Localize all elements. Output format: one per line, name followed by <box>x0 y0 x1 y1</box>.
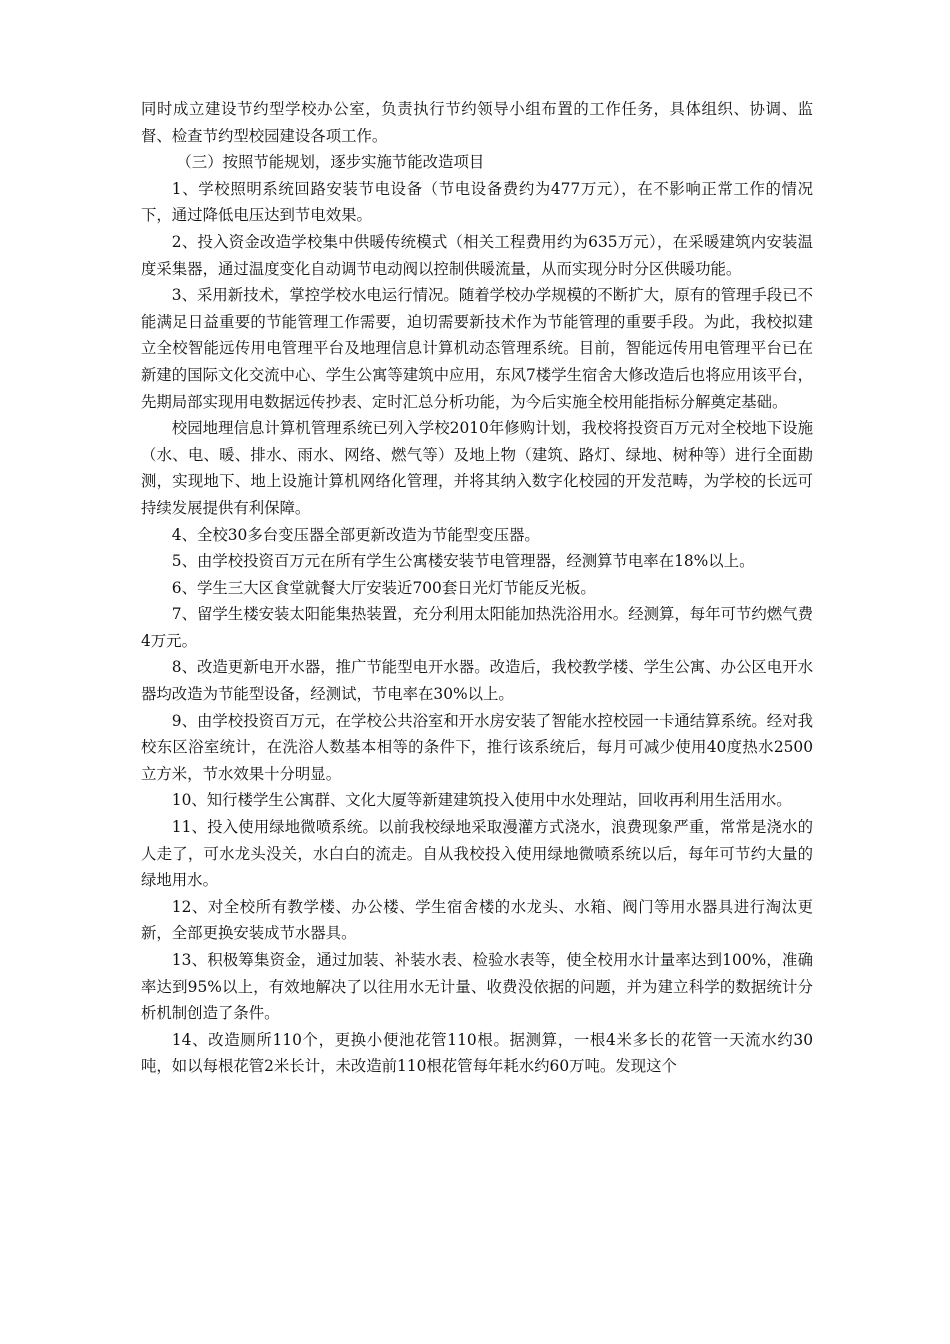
paragraph-item-3-monitoring: 3、采用新技术，掌控学校水电运行情况。随着学校办学规模的不断扩大，原有的管理手段已不能满足日益重要的节能管理工作需要，迫切需要新技术作为节能管理的重要手段。为此，我校拟建立全校智能远传用电管理平台及地理信息计算机动态管理系统。目前，智能远传用电管理平台已在新建的国际文化交流中心、学生公寓等建筑中应用，东风7楼学生宿舍大修改造后也将应用该平台，先期局部实现用电数据远传抄表、定时汇总分析功能，为今后实施全校用能指标分解奠定基础。 <box>141 286 813 411</box>
paragraph-item-7-solar: 7、留学生楼安装太阳能集热装置，充分利用太阳能加热洗浴用水。经测算，每年可节约燃气费4万元。 <box>141 605 813 650</box>
paragraph-item-12-fixtures: 12、对全校所有教学楼、办公楼、学生宿舍楼的水龙头、水箱、阀门等用水器具进行淘汰更新，全部更换安装成节水器具。 <box>141 897 813 943</box>
paragraph-item-9-water-card: 9、由学校投资百万元，在学校公共浴室和开水房安装了智能水控校园一卡通结算系统。经对我校东区浴室统计，在洗浴人数基本相等的条件下，推行该系统后，每月可减少使用40度热水2500立方米，节水效果十分明显。 <box>141 711 813 783</box>
paragraph-item-2-heating: 2、投入资金改造学校集中供暖传统模式（相关工程费用约为635万元），在采暖建筑内安装温度采集器，通过温度变化自动调节电动阀以控制供暖流量，从而实现分时分区供暖功能。 <box>141 232 813 278</box>
paragraph-item-14-toilets: 14、改造厕所110个，更换小便池花管110根。据测算，一根4米多长的花管一天流水约30吨，如以每根花管2米长计，未改造前110根花管每年耗水约60万吨。发现这个 <box>141 1030 813 1076</box>
document-page <box>141 96 813 1080</box>
paragraph-item-5-dorm-power: 5、由学校投资百万元在所有学生公寓楼安装节电管理器，经测算节电率在18%以上。 <box>171 552 755 571</box>
paragraph-gis-system: 校园地理信息计算机管理系统已列入学校2010年修购计划，我校将投资百万元对全校地下设施（水、电、暖、排水、雨水、网络、燃气等）及地上物（建筑、路灯、绿地、树种等）进行全面勘测，实现地下、地上设施计算机网络化管理，并将其纳入数字化校园的开发范畴，为学校的长远可持续发展提供有利保障。 <box>141 419 813 517</box>
paragraph-office-establishment: 同时成立建设节约型学校办公室，负责执行节约领导小组布置的工作任务，具体组织、协调、监督、检查节约型校园建设各项工作。 <box>141 100 813 145</box>
paragraph-item-8-water-heaters: 8、改造更新电开水器，推广节能型电开水器。改造后，我校教学楼、学生公寓、办公区电开水器均改造为节能型设备，经测试，节电率在30%以上。 <box>141 658 813 704</box>
paragraph-item-13-metering: 13、积极筹集资金，通过加装、补装水表、检验水表等，使全校用水计量率达到100%，准确率达到95%以上，有效地解决了以往用水无计量、收费没依据的问题，并为建立科学的数据统计分析机制创造了条件。 <box>141 951 813 1023</box>
section-heading-energy-projects: （三）按照节能规划，逐步实施节能改造项目 <box>176 153 485 172</box>
paragraph-item-1-lighting: 1、学校照明系统回路安装节电设备（节电设备费约为477万元），在不影响正常工作的情况下，通过降低电压达到节电效果。 <box>141 179 813 225</box>
paragraph-item-4-transformers: 4、全校30多台变压器全部更新改造为节能型变压器。 <box>171 525 540 544</box>
paragraph-item-11-irrigation: 11、投入使用绿地微喷系统。以前我校绿地采取漫灌方式浇水，浪费现象严重，常常是浇水的人走了，可水龙头没关，水白白的流走。自从我校投入使用绿地微喷系统以后，每年可节约大量的绿地用水。 <box>141 818 813 890</box>
paragraph-item-6-canteen-lights: 6、学生三大区食堂就餐大厅安装近700套日光灯节能反光板。 <box>171 578 596 597</box>
paragraph-item-10-reclaimed-water: 10、知行楼学生公寓群、文化大厦等新建建筑投入使用中水处理站，回收再利用生活用水。 <box>171 791 792 810</box>
